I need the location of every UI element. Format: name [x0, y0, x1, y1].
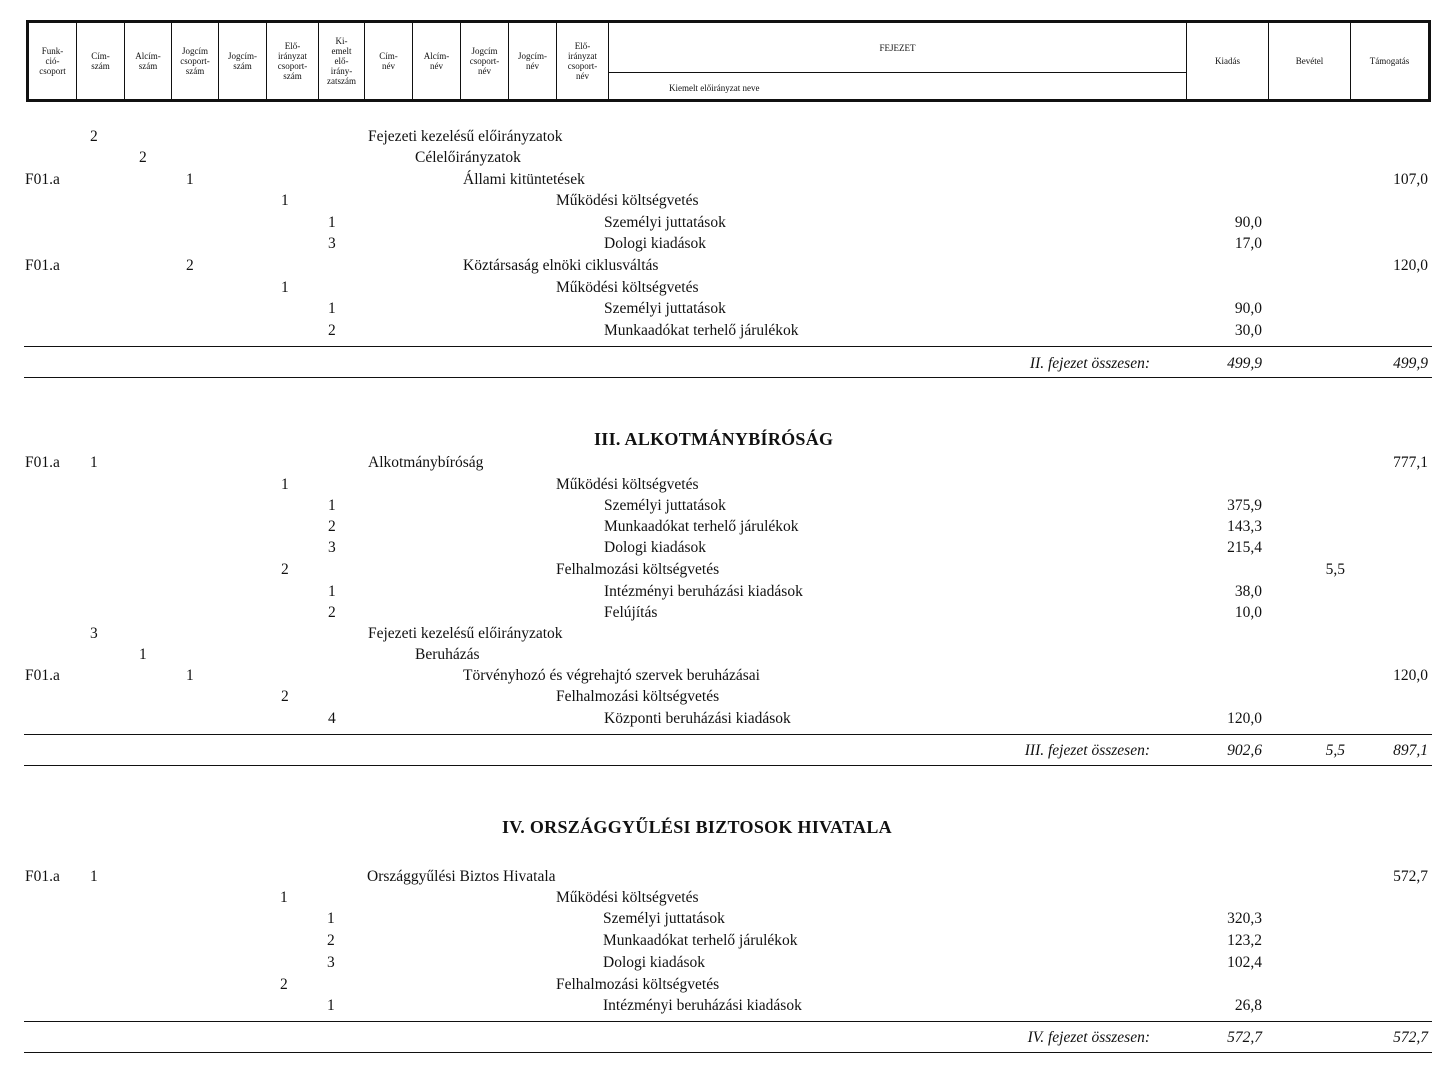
- header-cim-szam: Cím- szám: [77, 23, 125, 99]
- cim-szam: 1: [90, 454, 98, 471]
- eloiranyzat-csoport-szam: 1: [280, 889, 288, 906]
- kiemelt-szam: 1: [328, 497, 336, 514]
- column-header: [26, 20, 1431, 102]
- funkcio-code: F01.a: [25, 868, 60, 885]
- row-name: Személyi juttatások: [604, 300, 726, 317]
- total-label: IV. fejezet összesen:: [1027, 1029, 1150, 1046]
- header-cim-nev: Cím- név: [365, 23, 413, 99]
- eloiranyzat-csoport-szam: 2: [281, 561, 289, 578]
- kiemelt-szam: 1: [327, 997, 335, 1014]
- row-name: Munkaadókat terhelő járulékok: [604, 518, 799, 535]
- funkcio-code: F01.a: [25, 171, 60, 188]
- kiadas-value: 90,0: [1234, 214, 1262, 231]
- header-bevetel: Bevétel: [1269, 23, 1351, 99]
- row-name: Törvényhozó és végrehajtó szervek beruházásai: [463, 667, 760, 684]
- row-name: Működési költségvetés: [556, 889, 699, 906]
- header-kiadas: Kiadás: [1187, 23, 1269, 99]
- header-jogcim-szam: Jogcím- szám: [219, 23, 267, 99]
- row-name: Fejezeti kezelésű előirányzatok: [368, 128, 563, 145]
- row-name: Alkotmánybíróság: [368, 454, 484, 471]
- kiadas-value: 102,4: [1227, 954, 1262, 971]
- total-label: III. fejezet összesen:: [1024, 742, 1150, 759]
- row-name: Beruházás: [415, 646, 480, 663]
- header-alcim-szam: Alcím- szám: [125, 23, 172, 99]
- cim-szam: 1: [90, 868, 98, 885]
- row-name: Dologi kiadások: [604, 539, 707, 556]
- tamogatas-value: 572,7: [1393, 868, 1428, 885]
- total-tamogatas: 897,1: [1393, 742, 1428, 759]
- row-name: Működési költségvetés: [556, 192, 699, 209]
- row-name: Munkaadókat terhelő járulékok: [603, 932, 798, 949]
- jogcim-csoport-szam: 2: [186, 257, 194, 274]
- header-jogcim-csoport-szam: Jogcím csoport- szám: [172, 23, 219, 99]
- kiemelt-szam: 3: [328, 235, 336, 252]
- kiadas-value: 26,8: [1234, 997, 1262, 1014]
- kiemelt-szam: 1: [328, 583, 336, 600]
- divider: [24, 346, 1432, 347]
- row-name: Dologi kiadások: [604, 235, 707, 252]
- divider: [24, 1021, 1432, 1022]
- kiemelt-szam: 2: [328, 604, 336, 621]
- row-name: Személyi juttatások: [604, 497, 726, 514]
- tamogatas-value: 120,0: [1393, 667, 1428, 684]
- funkcio-code: F01.a: [25, 454, 60, 471]
- total-kiadas: 572,7: [1227, 1029, 1262, 1046]
- eloiranyzat-csoport-szam: 1: [281, 279, 289, 296]
- section-title: III. ALKOTMÁNYBÍRÓSÁG: [594, 429, 834, 449]
- kiemelt-szam: 2: [328, 518, 336, 535]
- kiemelt-szam: 1: [328, 300, 336, 317]
- eloiranyzat-csoport-szam: 2: [280, 976, 288, 993]
- row-name: Országgyűlési Biztos Hivatala: [367, 868, 556, 885]
- header-funkcio-csoport: Funk- ció- csoport: [29, 23, 77, 99]
- header-fejezet: [609, 23, 1187, 99]
- header-kiemelt-eloiranyzat-szam: Ki- emelt elő- irány- zatszám: [319, 23, 365, 99]
- kiadas-value: 143,3: [1227, 518, 1262, 535]
- row-name: Munkaadókat terhelő járulékok: [604, 322, 799, 339]
- bevetel-value: 5,5: [1325, 561, 1345, 578]
- tamogatas-value: 120,0: [1393, 257, 1428, 274]
- divider: [24, 1052, 1432, 1053]
- kiadas-value: 375,9: [1227, 497, 1262, 514]
- total-kiadas: 499,9: [1227, 355, 1262, 372]
- row-name: Felhalmozási költségvetés: [556, 688, 720, 705]
- kiemelt-szam: 1: [328, 214, 336, 231]
- kiemelt-szam: 2: [328, 322, 336, 339]
- kiemelt-szam: 4: [328, 710, 336, 727]
- row-name: Dologi kiadások: [603, 954, 706, 971]
- row-name: Célelőirányzatok: [415, 149, 521, 166]
- kiadas-value: 17,0: [1234, 235, 1262, 252]
- header-jogcim-csoport-nev: Jogcím csoport- név: [461, 23, 509, 99]
- kiadas-value: 120,0: [1227, 710, 1262, 727]
- section-title: IV. ORSZÁGGYŰLÉSI BIZTOSOK HIVATALA: [502, 817, 892, 837]
- kiadas-value: 215,4: [1227, 539, 1262, 556]
- alcim-szam: 1: [139, 646, 147, 663]
- total-bevetel: 5,5: [1325, 742, 1345, 759]
- cim-szam: 2: [90, 128, 98, 145]
- divider: [24, 377, 1432, 378]
- row-name: Állami kitüntetések: [463, 171, 585, 188]
- row-name: Működési költségvetés: [556, 476, 699, 493]
- header-fejezet-label: FEJEZET: [609, 23, 1186, 73]
- kiadas-value: 123,2: [1227, 932, 1262, 949]
- divider: [24, 765, 1432, 766]
- eloiranyzat-csoport-szam: 1: [281, 476, 289, 493]
- total-label: II. fejezet összesen:: [1029, 355, 1150, 372]
- kiadas-value: 38,0: [1234, 583, 1262, 600]
- header-alcim-nev: Alcím- név: [413, 23, 461, 99]
- kiemelt-szam: 3: [328, 539, 336, 556]
- kiadas-value: 30,0: [1234, 322, 1262, 339]
- tamogatas-value: 777,1: [1393, 454, 1428, 471]
- eloiranyzat-csoport-szam: 1: [281, 192, 289, 209]
- row-name: Felhalmozási költségvetés: [556, 976, 720, 993]
- total-tamogatas: 572,7: [1393, 1029, 1428, 1046]
- funkcio-code: F01.a: [25, 257, 60, 274]
- row-name: Felújítás: [604, 604, 658, 621]
- header-eloiranyzat-csoport-szam: Elő- irányzat csoport- szám: [267, 23, 319, 99]
- jogcim-csoport-szam: 1: [186, 667, 194, 684]
- header-kiemelt-label: Kiemelt előirányzat neve: [669, 83, 760, 93]
- divider: [24, 734, 1432, 735]
- row-name: Intézményi beruházási kiadások: [604, 583, 803, 600]
- header-tamogatas: Támogatás: [1369, 56, 1410, 66]
- kiemelt-szam: 2: [327, 932, 335, 949]
- row-name: Központi beruházási kiadások: [604, 710, 791, 727]
- alcim-szam: 2: [139, 149, 147, 166]
- total-tamogatas: 499,9: [1393, 355, 1428, 372]
- header-eloiranyzat-csoport-nev: Elő- irányzat csoport- név: [557, 23, 609, 99]
- row-name: Személyi juttatások: [604, 214, 726, 231]
- kiadas-value: 90,0: [1234, 300, 1262, 317]
- row-name: Személyi juttatások: [603, 910, 725, 927]
- row-name: Köztársaság elnöki ciklusváltás: [463, 257, 659, 274]
- tamogatas-value: 107,0: [1393, 171, 1428, 188]
- row-name: Működési költségvetés: [556, 279, 699, 296]
- funkcio-code: F01.a: [25, 667, 60, 684]
- cim-szam: 3: [90, 625, 98, 642]
- kiadas-value: 10,0: [1234, 604, 1262, 621]
- header-jogcim-nev: Jogcím- név: [509, 23, 557, 99]
- jogcim-csoport-szam: 1: [186, 171, 194, 188]
- eloiranyzat-csoport-szam: 2: [281, 688, 289, 705]
- kiemelt-szam: 3: [327, 954, 335, 971]
- row-name: Fejezeti kezelésű előirányzatok: [368, 625, 563, 642]
- kiadas-value: 320,3: [1227, 910, 1262, 927]
- row-name: Felhalmozási költségvetés: [556, 561, 720, 578]
- kiemelt-szam: 1: [327, 910, 335, 927]
- total-kiadas: 902,6: [1227, 742, 1262, 759]
- row-name: Intézményi beruházási kiadások: [603, 997, 802, 1014]
